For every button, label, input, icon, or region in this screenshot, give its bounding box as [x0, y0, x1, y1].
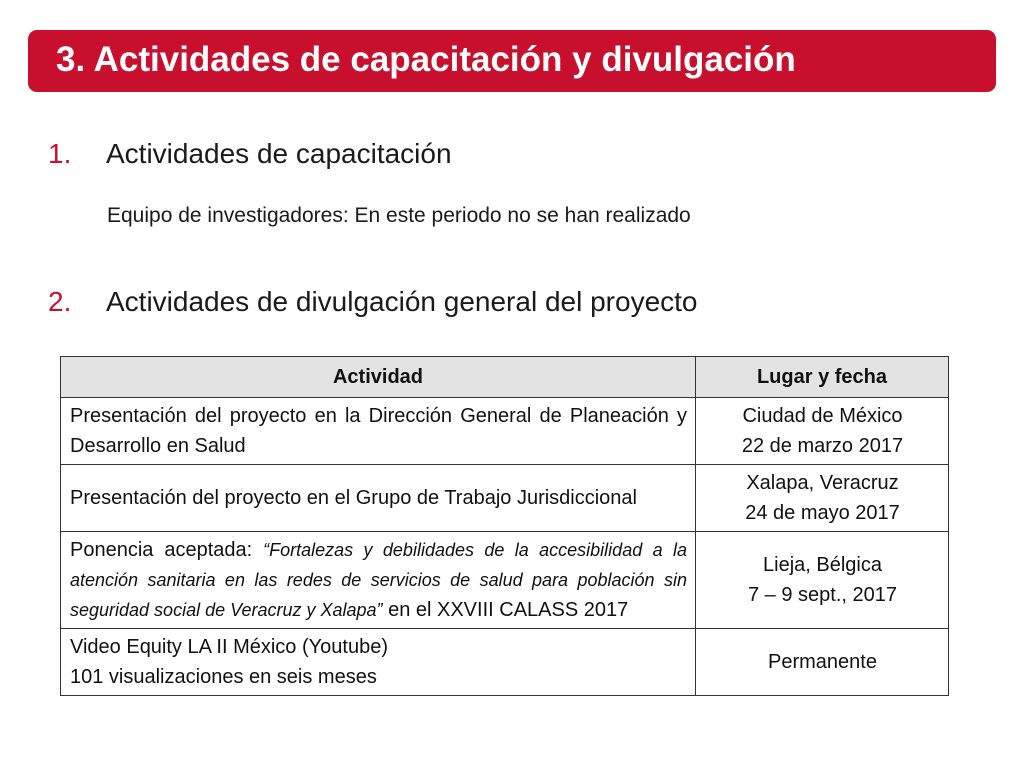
section-2-number: 2.: [48, 286, 72, 317]
activity-line: Video Equity LA II México (Youtube): [70, 636, 388, 658]
title-banner: [28, 30, 996, 92]
column-header-activity: Actividad: [61, 357, 696, 398]
place-date: 24 de mayo 2017: [745, 502, 900, 524]
section-2-heading: Actividades de divulgación general del proyecto: [106, 286, 698, 317]
place-date: 7 – 9 sept., 2017: [747, 584, 897, 606]
table-row: [61, 629, 949, 696]
activity-quote: “Fortalezas y debilidades de la accesibilidad a la atención sanitaria en las redes de servicios de salud para población sin seguridad social de Veracruz y Xalapa”: [70, 540, 687, 620]
section-1-text: Equipo de investigadores: En este periodo no se han realizado: [107, 204, 691, 227]
activity-cell: [61, 532, 696, 629]
place-cell: [696, 465, 949, 532]
activity-cell: [61, 629, 696, 696]
place-cell: Permanente: [696, 629, 949, 696]
place-cell: [696, 532, 949, 629]
table-header-row: [61, 357, 949, 398]
place-city: Ciudad de México: [742, 405, 903, 427]
place-date: 22 de marzo 2017: [741, 435, 904, 457]
place-city: Xalapa, Veracruz: [746, 472, 899, 494]
page-title: 3. Actividades de capacitación y divulgación: [56, 40, 796, 79]
table-row: [61, 398, 949, 465]
section-1: [48, 138, 452, 170]
place-city: Lieja, Bélgica: [763, 554, 882, 576]
table-row: [61, 532, 949, 629]
activity-line: 101 visualizaciones en seis meses: [70, 666, 377, 688]
activities-table: [60, 356, 949, 696]
activity-prefix: Ponencia aceptada:: [70, 539, 264, 561]
activity-cell: Presentación del proyecto en el Grupo de Trabajo Jurisdiccional: [61, 465, 696, 532]
activity-suffix: en el XXVIII CALASS 2017: [382, 599, 629, 621]
activity-cell: Presentación del proyecto en la Dirección General de Planeación y Desarrollo en Salud: [61, 398, 696, 465]
table-row: [61, 465, 949, 532]
column-header-place: Lugar y fecha: [696, 357, 949, 398]
section-1-heading: Actividades de capacitación: [106, 138, 452, 169]
section-1-number: 1.: [48, 138, 72, 169]
section-2: [48, 286, 698, 318]
place-cell: [696, 398, 949, 465]
